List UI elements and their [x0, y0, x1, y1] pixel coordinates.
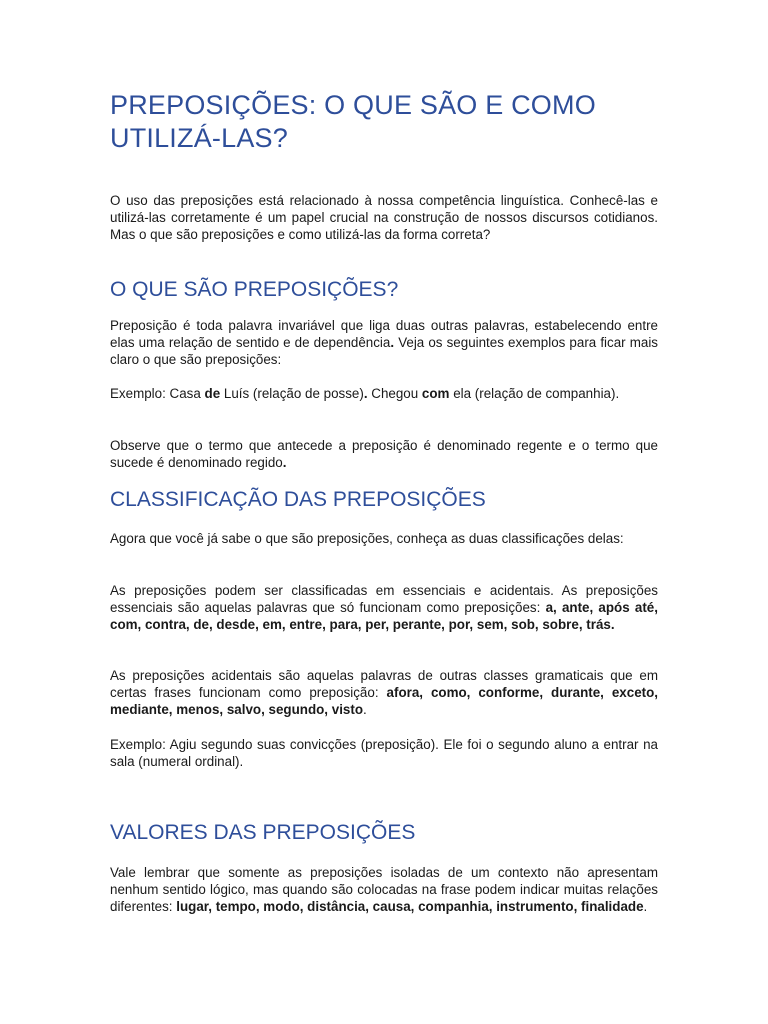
example-preposition-de: de: [204, 386, 221, 401]
definition-period: .: [390, 334, 395, 350]
intro-paragraph: O uso das preposições está relacionado à nossa competência linguística. Conhecê-las e utilizá-las corretamente é um papel crucial na construção de nossos discursos cotidianos. Mas o que são preposições e como utilizá-las da forma correta?: [110, 193, 658, 242]
regent-text: Observe que o termo que antecede a preposição é denominado regente e o termo que sucede é denominado regido: [110, 438, 658, 470]
regent-paragraph: [110, 438, 658, 472]
definition-followup: Veja os seguintes exemplos para ficar mais claro o que são preposições:: [110, 334, 659, 367]
accidental-period: .: [363, 701, 367, 717]
values-period: .: [643, 898, 648, 914]
values-paragraph: [110, 865, 658, 915]
example-text-2: Luís (relação de posse): [220, 386, 364, 401]
definition-paragraph: [110, 318, 658, 368]
example-text-4: ela (relação de companhia).: [449, 386, 620, 401]
section-heading-values: VALORES DAS PREPOSIÇÕES: [110, 821, 416, 844]
section-heading-classification: CLASSIFICAÇÃO DAS PREPOSIÇÕES: [110, 488, 486, 511]
example-text-1: Exemplo: Casa: [110, 386, 205, 401]
essential-list: a, ante, após até, com, contra, de, desde, em, entre, para, per, perante, por, sem, sob, sobre, trás.: [110, 599, 658, 632]
regent-period: .: [282, 454, 287, 470]
example-period: .: [363, 386, 368, 401]
accidental-list: afora, como, conforme, durante, exceto, mediante, menos, salvo, segundo, visto: [110, 684, 658, 717]
section-heading-what-are: O QUE SÃO PREPOSIÇÕES?: [110, 278, 399, 301]
example-paragraph: [110, 386, 658, 403]
classification-example-paragraph: Exemplo: Agiu segundo suas convicções (preposição). Ele foi o segundo aluno a entrar na sala (numeral ordinal).: [110, 737, 658, 769]
essential-text: As preposições podem ser classificadas em essenciais e acidentais. As preposições essenciais são aquelas palavras que só funcionam como preposições:: [110, 583, 658, 615]
page-title: PREPOSIÇÕES: O QUE SÃO E COMO UTILIZÁ-LAS?: [110, 90, 596, 153]
classification-intro-paragraph: Agora que você já sabe o que são preposições, conheça as duas classificações delas:: [110, 531, 624, 546]
values-text: Vale lembrar que somente as preposições isoladas de um contexto não apresentam nenhum sentido lógico, mas quando são colocadas na frase podem indicar muitas relações diferentes:: [110, 865, 658, 914]
values-list: lugar, tempo, modo, distância, causa, companhia, instrumento, finalidade: [176, 898, 644, 914]
accidental-prepositions-paragraph: [110, 668, 658, 718]
accidental-text: As preposições acidentais são aquelas palavras de outras classes gramaticais que em certas frases funcionam como preposição:: [110, 668, 658, 700]
example-text-3: Chegou: [367, 386, 422, 401]
definition-text: Preposição é toda palavra invariável que liga duas outras palavras, estabelecendo entre elas uma relação de sentido e de dependência: [110, 318, 658, 350]
essential-prepositions-paragraph: [110, 583, 658, 633]
example-preposition-com: com: [421, 386, 450, 401]
